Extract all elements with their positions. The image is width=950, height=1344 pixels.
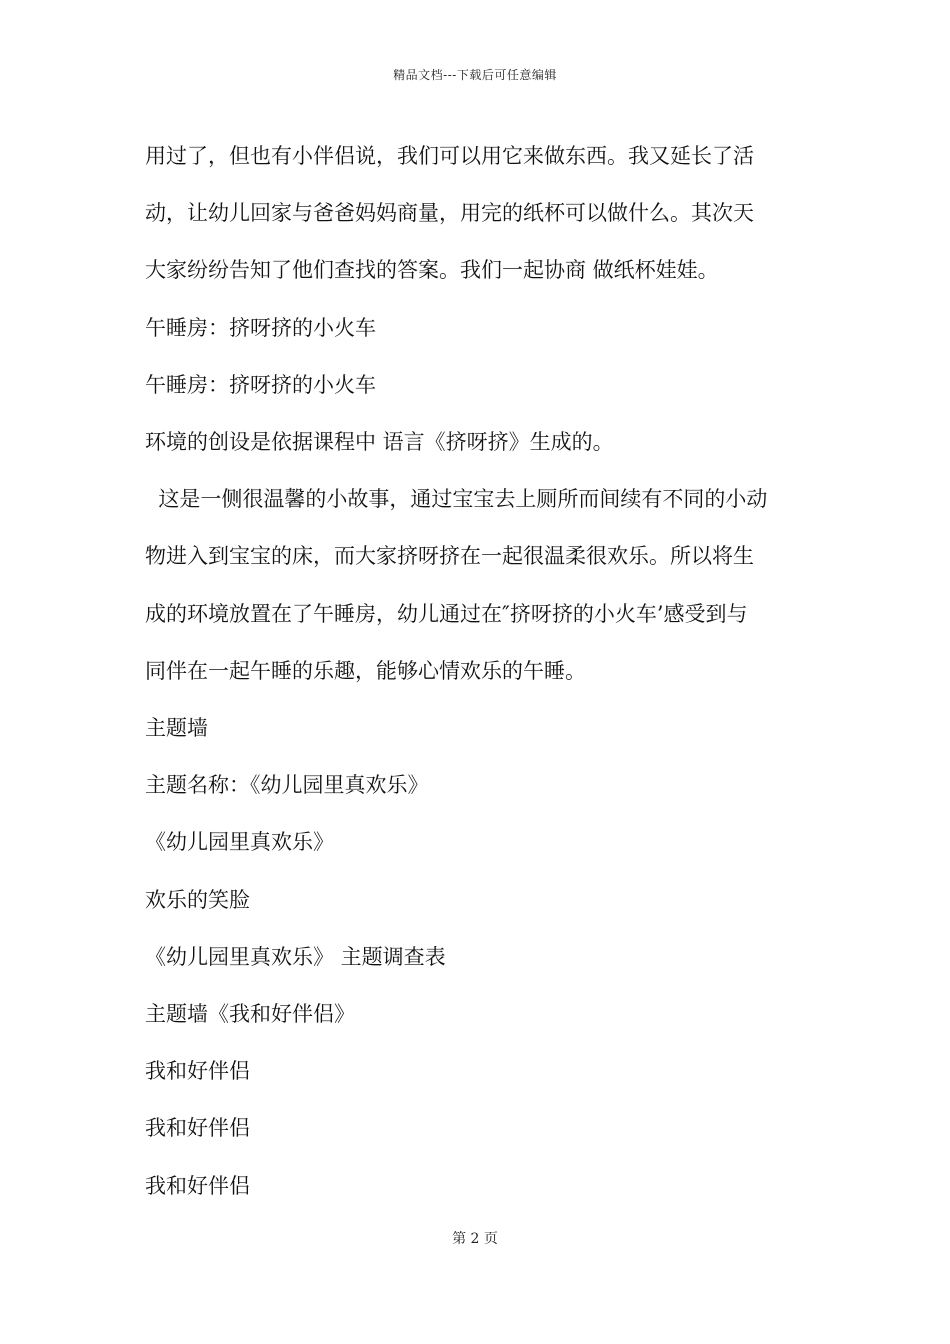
list-item: 《幼儿园里真欢乐》 (145, 830, 334, 855)
paragraph-line: 同伴在一起午睡的乐趣，能够心情欢乐的午睡。 (145, 658, 586, 683)
paragraph-line: 环境的创设是依据课程中 语言《挤呀挤》生成的。 (145, 430, 614, 455)
section-heading: 午睡房：挤呀挤的小火车 (145, 372, 376, 397)
paragraph-line: 这是一侧很温馨的小故事，通过宝宝去上厕所而间续有不同的小动 (145, 487, 768, 512)
paragraph-line: 物进入到宝宝的床，而大家挤呀挤在一起很温柔很欢乐。所以将生 (145, 544, 754, 569)
theme-name-line: 主题名称：《幼儿园里真欢乐》 (145, 773, 429, 798)
document-body (145, 128, 815, 1215)
list-item: 主题墙《我和好伴侣》 (145, 1002, 355, 1027)
list-item: 欢乐的笑脸 (145, 887, 250, 912)
section-heading: 午睡房：挤呀挤的小火车 (145, 315, 376, 340)
page-header: 精品文档---下载后可任意编辑 (393, 68, 557, 82)
list-item: 我和好伴侣 (145, 1116, 250, 1141)
page-number: 第 2 页 (452, 1231, 498, 1247)
paragraph-line: 动，让幼儿回家与爸爸妈妈商量，用完的纸杯可以做什么。其次天 (145, 201, 754, 226)
list-item: 《幼儿园里真欢乐》 主题调查表 (145, 944, 446, 969)
section-heading: 主题墙 (145, 716, 208, 741)
paragraph-line: 大家纷纷告知了他们查找的答案。我们一起协商 做纸杯娃娃。 (145, 258, 719, 283)
paragraph-line: 成的环境放置在了午睡房，幼儿通过在″挤呀挤的小火车’感受到与 (145, 601, 748, 626)
list-item: 我和好伴侣 (145, 1173, 250, 1198)
paragraph-line: 用过了，但也有小伴侣说，我们可以用它来做东西。我又延长了活 (145, 144, 754, 168)
list-item: 我和好伴侣 (145, 1059, 250, 1084)
